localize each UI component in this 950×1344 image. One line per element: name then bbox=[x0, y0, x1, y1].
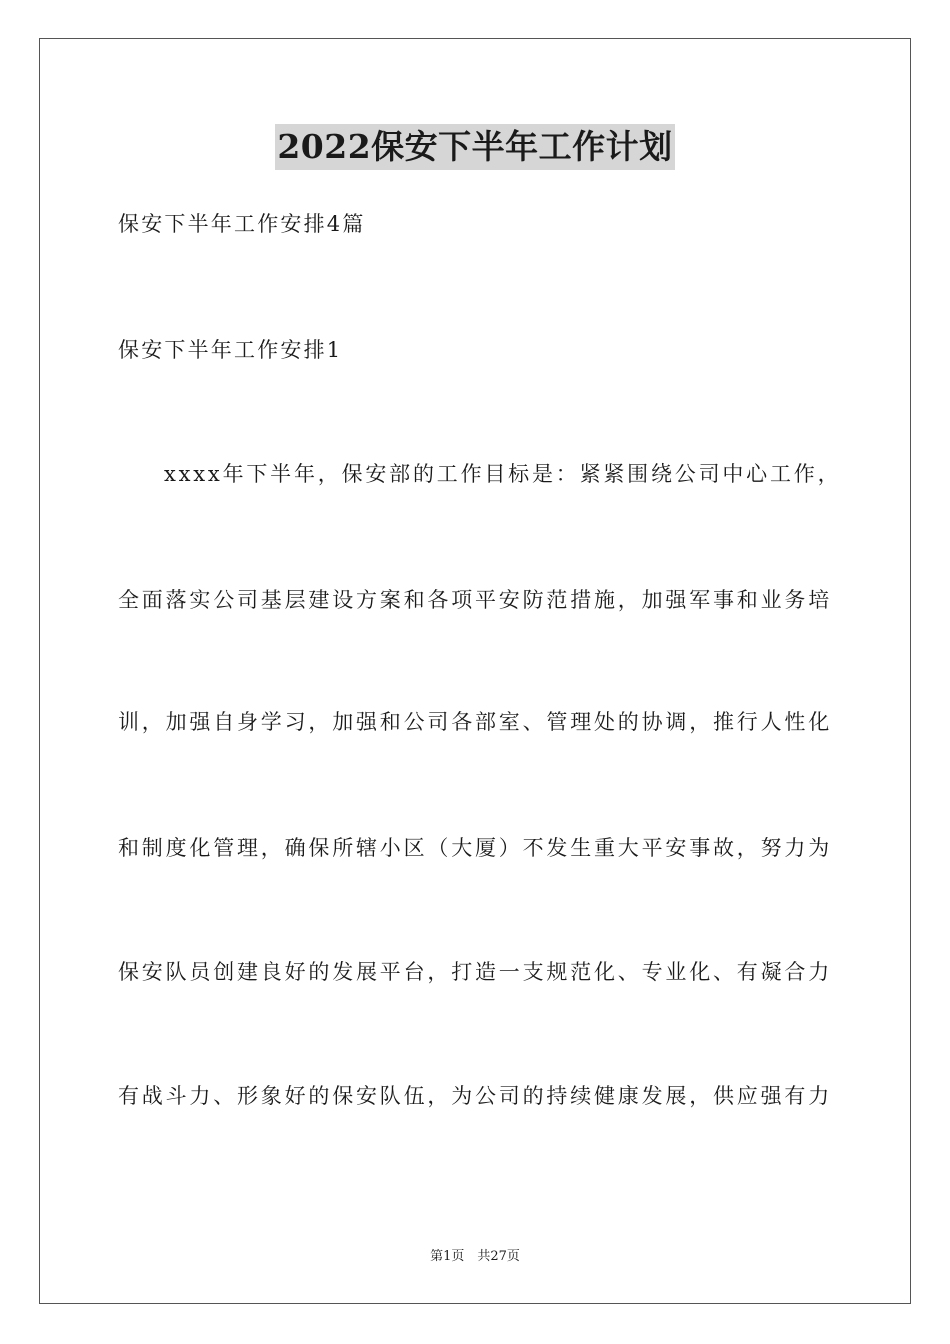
paragraph-line: 和制度化管理，确保所辖小区（大厦）不发生重大平安事故，努力为 bbox=[118, 836, 832, 860]
paragraph-line: 全面落实公司基层建设方案和各项平安防范措施，加强军事和业务培 bbox=[118, 588, 832, 612]
paragraph-line: xxxx年下半年，保安部的工作目标是：紧紧围绕公司中心工作， bbox=[164, 462, 842, 486]
document-subtitle: 保安下半年工作安排4篇 bbox=[118, 212, 366, 236]
paragraph-line: 训，加强自身学习，加强和公司各部室、管理处的协调，推行人性化 bbox=[118, 710, 832, 734]
paragraph-line: 有战斗力、形象好的保安队伍，为公司的持续健康发展，供应强有力 bbox=[118, 1084, 832, 1108]
title-container bbox=[0, 124, 950, 170]
paragraph-line: 保安队员创建良好的发展平台，打造一支规范化、专业化、有凝合力 bbox=[118, 960, 832, 984]
page-number-footer: 第1页 共27页 bbox=[430, 1249, 520, 1264]
document-title: 2022保安下半年工作计划 bbox=[275, 124, 674, 170]
section-heading: 保安下半年工作安排1 bbox=[118, 338, 343, 362]
